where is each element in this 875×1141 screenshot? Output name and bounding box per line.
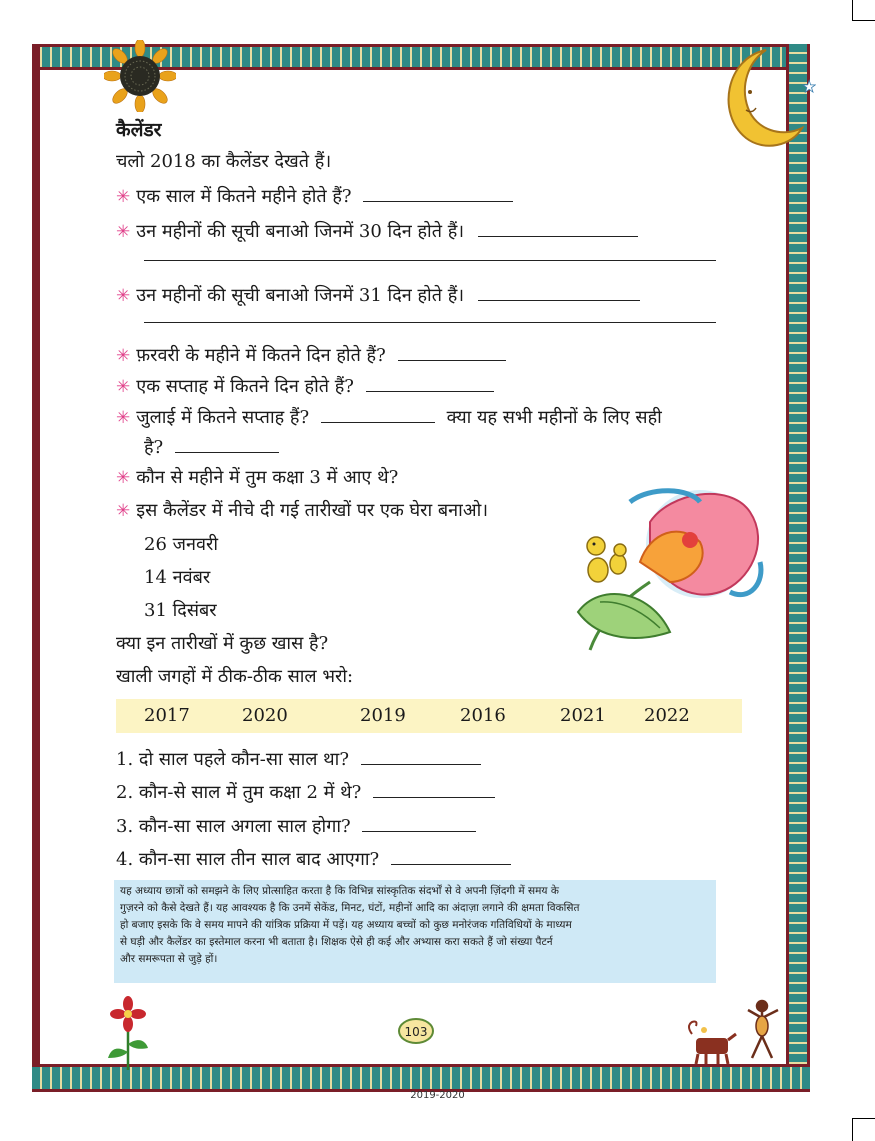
question-text: जुलाई में कितने सप्ताह हैं?: [136, 407, 310, 428]
note-line: गुज़रने को कैसे देखते हैं। यह आवश्यक है कि उनमें सेकेंड, मिनट, घंटों, महीनों आदि का अंदाज़ा लगाने की क्षमता विकसित: [120, 902, 580, 914]
year-option: 2020: [242, 705, 288, 726]
page-number-badge: [396, 1014, 436, 1044]
bullet-icon: ✳: [116, 408, 131, 428]
numbered-question: [116, 846, 511, 872]
answer-line[interactable]: [144, 260, 716, 261]
question-text: 2. कौन-से साल में तुम कक्षा 2 में थे?: [116, 782, 362, 803]
red-flower-icon: [104, 996, 152, 1072]
bullet-icon: ✳: [116, 187, 131, 207]
year-option: 2017: [144, 705, 190, 726]
question-text: इस कैलेंडर में नीचे दी गई तारीखों पर एक घेरा बनाओ।: [136, 500, 489, 521]
answer-line[interactable]: [144, 322, 716, 323]
bullet-icon: ✳: [116, 222, 131, 242]
question-item: [116, 499, 488, 523]
sunflower-icon: [104, 40, 176, 112]
bullet-icon: ✳: [116, 377, 131, 397]
bullet-icon: ✳: [116, 346, 131, 366]
question-text: है?: [144, 437, 164, 458]
page-title: कैलेंडर: [116, 119, 162, 141]
decorative-border-right: [786, 44, 810, 1092]
numbered-question: [116, 779, 495, 805]
year-option: 2021: [560, 705, 606, 726]
bullet-icon: ✳: [116, 501, 131, 521]
question-text: उन महीनों की सूची बनाओ जिनमें 30 दिन होते हैं।: [136, 221, 465, 242]
question-text: उन महीनों की सूची बनाओ जिनमें 31 दिन होते हैं।: [136, 285, 465, 306]
date-item: 31 दिसंबर: [144, 600, 217, 621]
crop-mark-top-right: [852, 0, 875, 21]
note-line: और समरूपता से जुड़े हों।: [120, 953, 218, 965]
page-number: 103: [404, 1025, 428, 1039]
numbered-question: [116, 746, 481, 772]
answer-blank[interactable]: [321, 404, 435, 423]
answer-blank[interactable]: [373, 779, 495, 798]
bullet-icon: ✳: [116, 468, 131, 488]
question-text: 3. कौन-सा साल अगला साल होगा?: [116, 816, 351, 837]
year-option: 2019: [360, 705, 406, 726]
crescent-moon-icon: [706, 44, 816, 156]
question-continuation: [144, 434, 279, 460]
year-options-bar: [116, 699, 742, 733]
question-item: [116, 183, 513, 209]
question-text: एक सप्ताह में कितने दिन होते हैं?: [136, 376, 354, 397]
question-text: फ़रवरी के महीने में कितने दिन होते हैं?: [136, 345, 386, 366]
question-item: [116, 404, 662, 430]
answer-blank[interactable]: [366, 373, 494, 392]
date-item: 14 नवंबर: [144, 567, 211, 588]
answer-blank[interactable]: [398, 342, 506, 361]
teacher-note: [114, 880, 716, 983]
note-line: हो बजाए इसके कि वे समय मापने की यांत्रिक प्रक्रिया में पड़ें। यह अध्याय बच्चों को कुछ मनोरंजक गतिविधियों के माध्यम: [120, 919, 572, 931]
question-text: 4. कौन-सा साल तीन साल बाद आएगा?: [116, 849, 380, 870]
question-text: 1. दो साल पहले कौन-सा साल था?: [116, 749, 349, 770]
date-item: 26 जनवरी: [144, 534, 219, 555]
flower-with-birds-illustration: [560, 482, 774, 652]
year-option: 2022: [644, 705, 690, 726]
question-item: [116, 282, 640, 308]
intro-text: चलो 2018 का कैलेंडर देखते हैं।: [116, 151, 332, 172]
decorative-border-left: [32, 44, 40, 1092]
answer-blank[interactable]: [361, 746, 481, 765]
year-option: 2016: [460, 705, 506, 726]
answer-blank[interactable]: [175, 434, 279, 453]
crop-mark-bottom-right: [852, 1118, 875, 1141]
svg-text:★: ★: [802, 77, 816, 96]
numbered-question: [116, 813, 476, 839]
bullet-icon: ✳: [116, 286, 131, 306]
answer-blank[interactable]: [363, 183, 513, 202]
footer-year: 2019-2020: [410, 1090, 465, 1101]
answer-blank[interactable]: [478, 218, 638, 237]
question-item: [116, 218, 638, 244]
question-text: एक साल में कितने महीने होते हैं?: [136, 186, 352, 207]
question-item: [116, 373, 494, 399]
answer-blank[interactable]: [478, 282, 640, 301]
tribal-figures-illustration: [682, 996, 786, 1066]
answer-blank[interactable]: [362, 813, 476, 832]
answer-blank[interactable]: [391, 846, 511, 865]
fill-instruction: खाली जगहों में ठीक-ठीक साल भरो:: [116, 666, 354, 687]
note-line: यह अध्याय छात्रों को समझने के लिए प्रोत्साहित करता है कि विभिन्न सांस्कृतिक संदर्भों से वे अपनी ज़िंदगी में समय के: [120, 885, 559, 897]
question-text: क्या यह सभी महीनों के लिए सही: [446, 407, 662, 428]
question-item: [116, 466, 398, 490]
special-question: क्या इन तारीखों में कुछ खास है?: [116, 633, 329, 654]
question-item: [116, 342, 506, 368]
note-line: से घड़ी और कैलेंडर का इस्तेमाल करना भी बताता है। शिक्षक ऐसे ही कई और अभ्यास करा सकते हैं जो संख्या पैटर्न: [120, 936, 553, 948]
question-text: कौन से महीने में तुम कक्षा 3 में आए थे?: [136, 467, 399, 488]
